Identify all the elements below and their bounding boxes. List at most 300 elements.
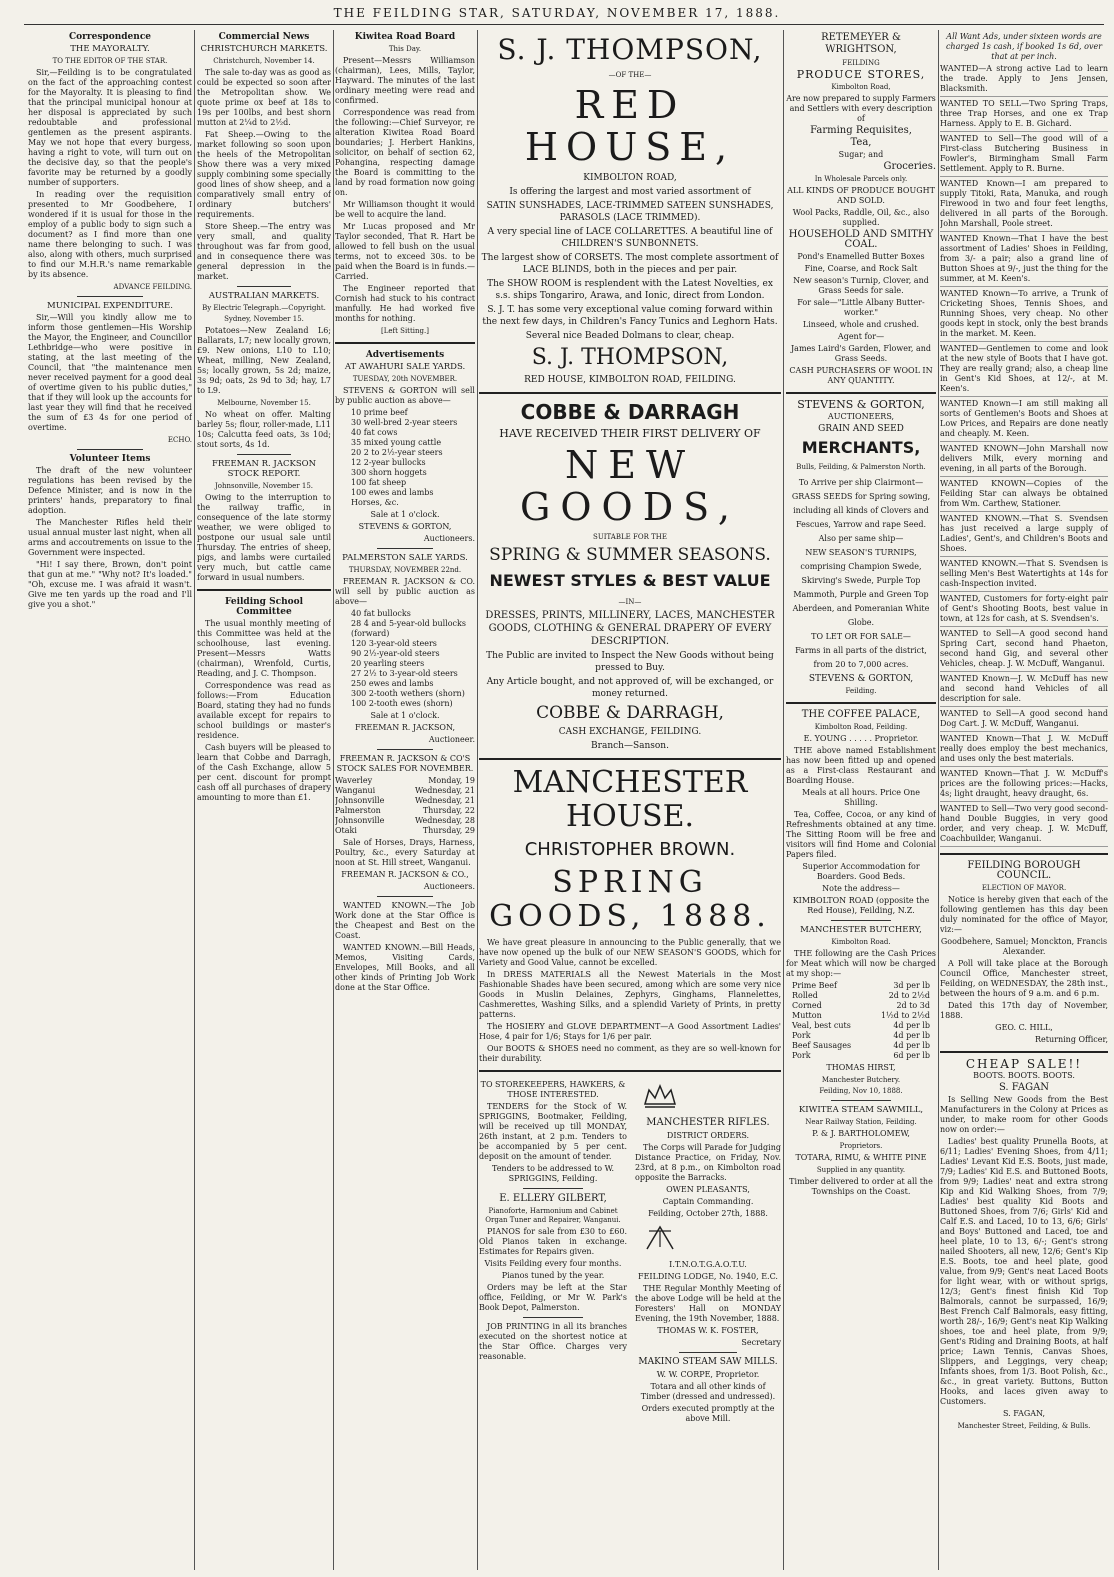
price-item: Rolled	[792, 991, 818, 1000]
dateline: Sydney, November 15.	[224, 315, 304, 323]
masthead: THE FEILDING STAR, SATURDAY, NOVEMBER 17, 1888.	[333, 6, 781, 20]
ad-subline: —IN—	[618, 598, 642, 606]
wanted-ad: WANTED Known—That J. W. McDuff really does employ the best mechanics, and uses only the best materials.	[940, 734, 1108, 767]
separator	[940, 1051, 1108, 1053]
stock-list	[351, 408, 475, 508]
ad-text: Tea,	[850, 137, 872, 148]
ad-subline: Near Railway Station, Feilding.	[805, 1118, 917, 1126]
separator	[197, 589, 331, 591]
column-display-ads	[479, 30, 781, 1570]
separator	[237, 286, 291, 287]
price-item: Corned	[792, 1001, 822, 1010]
column-rule	[477, 30, 478, 1570]
article-paragraph: The draft of the new volunteer regulations has been revised by the Defence Minister, and is now in the printers' hands, preparatory to final adoption.	[28, 466, 192, 515]
separator	[377, 548, 433, 549]
wanted-ad: WANTED KNOWN.—That S. Svendsen is selling Men's Best Watertights at 14s for cash-Inspection invited.	[940, 559, 1108, 592]
price-row	[786, 1041, 936, 1051]
ad-headline: MAKINO STEAM SAW MILLS.	[638, 1357, 778, 1367]
ad-text: New season's Turnip, Clover, and Grass Seeds for sale.	[793, 276, 929, 295]
fixture-place: Johnsonville	[335, 816, 385, 825]
ad-text: SATIN SUNSHADES, LACE-TRIMMED SATEEN SUNSHADES, PARASOLS (LACE TRIMMED).	[486, 201, 774, 223]
ad-text: Pond's Enamelled Butter Boxes	[797, 252, 925, 261]
ad-text: Tenders to be addressed to W. SPRIGGINS, Feilding.	[491, 1164, 615, 1183]
masonic-emblem-icon	[635, 1223, 685, 1253]
article-paragraph: Mr Williamson thought it would be well to acquire the land.	[335, 200, 475, 219]
ad-text: To Arrive per ship Clairmont—	[798, 478, 924, 487]
ad-text: PIANOS for sale from £30 to £60. Old Pianos taken in exchange. Estimates for Repairs given.	[479, 1227, 627, 1256]
separator	[77, 449, 143, 450]
ad-headline: COBBE & DARRAGH	[520, 400, 740, 424]
masthead-rule	[24, 24, 1104, 25]
ad-signature-sub: Auctioneers.	[423, 882, 475, 891]
article-title: CHRISTCHURCH MARKETS.	[200, 44, 328, 54]
ad-text: For sale—"Little Albany Butter-worker."	[797, 298, 925, 317]
wanted-ad: WANTED to Sell—The good will of a First-class Butchering Business in Fowler's, Birmingham Small Farm Settlement. Apply to R. Burne.	[940, 134, 1108, 177]
ads-right	[635, 1078, 781, 1426]
stock-item: 100 fat sheep	[351, 478, 407, 487]
notice-text: Notice is hereby given that each of the following gentlemen has this day been duly nominated for the office of Mayor, viz:—	[940, 895, 1108, 934]
notice-signature-sub: Returning Officer,	[1035, 1035, 1108, 1044]
stock-list	[351, 609, 475, 709]
ad-text: The SHOW ROOM is resplendent with the Latest Novelties, ex s.s. ships Tongariro, Arawa, and Ionic, direct from London.	[487, 279, 773, 301]
ad-subline: GRAIN AND SEED	[818, 424, 904, 434]
dateline: Johnsonville, November 15.	[214, 482, 314, 490]
article-title: AUSTRALIAN MARKETS.	[208, 291, 320, 301]
ad-text: Pianos tuned by the year.	[501, 1271, 605, 1280]
ad-headline: FEILDING LODGE, No. 1940, E.C.	[638, 1272, 778, 1281]
stock-item: 10 prime beef	[351, 408, 408, 417]
fixture-place: Otaki	[335, 826, 357, 835]
price-value: 4d per lb	[893, 1031, 930, 1040]
price-value: 2d to 3d	[896, 1001, 930, 1010]
price-value: 2d to 2½d	[888, 991, 930, 1000]
ad-text: KIMBOLTON ROAD (opposite the Red House), Feilding, N.Z.	[792, 896, 930, 915]
separator	[335, 342, 475, 344]
separator	[940, 853, 1108, 855]
wanted-ad: WANTED Known—That J. W. McDuff's prices are the following prices:—Hacks, 4s; light draught, heavy draught, 6s.	[940, 769, 1108, 802]
price-value: 3d per lb	[893, 981, 930, 990]
wanted-ad: WANTED Known—To arrive, a Trunk of Cricketing Shoes, Tennis Shoes, and Running Shoes, very cheap. No other goods kept in stock, only the best brands in the market. M. Keen.	[940, 289, 1108, 342]
ad-text: James Laird's Garden, Flower, and Grass Seeds.	[790, 344, 932, 363]
ad-subline: BOOTS. BOOTS. BOOTS.	[973, 1071, 1075, 1080]
price-item: Beef Sausages	[792, 1041, 852, 1050]
sale-venue: PALMERSTON SALE YARDS.	[342, 553, 468, 563]
ad-text: Timber delivered to order at all the Townships on the Coast.	[789, 1177, 933, 1196]
separator	[831, 1100, 891, 1101]
ad-text: Several nice Beaded Dolmans to clear, cheap.	[525, 331, 735, 341]
price-row	[786, 1031, 936, 1041]
salutation: TO THE EDITOR OF THE STAR.	[52, 57, 168, 65]
article-paragraph: Correspondence was read as follows:—From Education Board, stating they had no funds available except for repairs to school buildings or master's residence.	[197, 681, 331, 740]
separator	[479, 392, 781, 394]
column-rule	[783, 30, 784, 1570]
stock-item: 300 shorn hoggets	[351, 468, 427, 477]
ad-subline: Bulls, Feilding, & Palmerston North.	[796, 463, 926, 471]
sale-date: TUESDAY, 20th NOVEMBER.	[352, 375, 458, 383]
dateline: Melbourne, November 15.	[217, 399, 311, 407]
ad-text: DRESSES, PRINTS, MILLINERY, LACES, MANCHESTER GOODS, CLOTHING & GENERAL DRAPERY OF EVERY DESCRIPTION.	[485, 610, 775, 647]
column-merchants	[786, 30, 936, 1570]
ad-text: Ladies' best quality Prunella Boots, at 6/11; Ladies' Evening Shoes, from 4/11; Ladies' Levant Kid E.S. Boots, just made, 7/9; Ladies' Kid E.S. and Buttoned Boots, from 9/9; Ladies' neat and extra strong Kip and Kid Walking Shoes, from 7/9; Ladies' best quality Kid Boots and Buttoned Shoes, from 7/6; Girls' Kid and Calf E.S. and Laced, 10 to 13, 6/6; Girls' and Boys' Buttoned and Laced, toe and heel plate, 10 to 13, 6/-; Gent's strong nailed Shooters, all new, 12/6; Gent's Kip E.S. Boots, toe and heel plate, good value, from 9/9; Gent's neat Laced Boots for light wear, with or without sprigs, 12/3; Gent's finest finish Kid Top Balmorals, cannot be surpassed, 16/9; Best French Calf Balmorals, easy fitting, worth 28/-, 16/9; Gent's neat Kip Walking shoes, toe and heel plate, from 9/9; Gent's Riding and Draining Boots, at half price; Lawn Tennis, Canvas Shoes, Slippers, and Leggings, very cheap; Infants shoes, from 1/3. Boot Polish, &c., &c., in great variety. Buttons, Button Hooks, and laces given away to Customers.	[940, 1137, 1108, 1406]
wanted-ad: WANTED, Customers for forty-eight pair of Gent's Shooting Boots, best value in town, at 12s for cash, at S. Svendsen's.	[940, 594, 1108, 627]
column-kiwitea	[335, 30, 475, 1570]
ad-text: Orders may be left at the Star office, Feilding, or Mr W. Park's Book Depot, Palmerston.	[479, 1283, 627, 1312]
ad-text: TO LET OR FOR SALE—	[811, 632, 911, 641]
notice-text: Goodbehere, Samuel; Monckton, Francis Alexander.	[940, 937, 1108, 956]
section-heading: Feilding School Committee	[224, 597, 304, 617]
stock-item: 27 2½ to 3-year-old steers	[351, 669, 458, 678]
ad-text: Our BOOTS & SHOES need no comment, as they are so well-known for their durability.	[479, 1044, 781, 1063]
fixture-day: Wednesday, 21	[414, 786, 475, 795]
ad-rates: All Want Ads, under sixteen words are charged 1s cash, if booked 1s 6d, over that at per inch.	[945, 32, 1103, 61]
ad-text: Tea, Coffee, Cocoa, or any kind of Refreshments obtained at any time. The Sitting Room will be free and visitors will find Home and Colonial Papers filed.	[786, 810, 936, 859]
section-heading: Volunteer Items	[69, 454, 151, 464]
ad-text: Linseed, whole and crushed.	[802, 320, 920, 329]
ad-text: In Wholesale Parcels only.	[814, 175, 908, 183]
stock-item: 100 ewes and lambs	[351, 488, 434, 497]
sale-venue: AT AWAHURI SALE YARDS.	[344, 362, 466, 372]
ad-headline: CHEAP SALE!!	[965, 1057, 1083, 1071]
ad-text: GRASS SEEDS for Spring sowing, including all kinds of Clovers and Fescues, Yarrow and rape Seed.	[791, 492, 931, 529]
separator	[786, 392, 936, 394]
stock-item: 28 4 and 5-year-old bullocks (forward)	[351, 619, 466, 638]
ad-headline: SPRING & SUMMER SEASONS.	[489, 545, 771, 565]
notice-subline: ELECTION OF MAYOR.	[981, 884, 1067, 892]
fixture-place: Wanganui	[335, 786, 376, 795]
stock-item: 12 2-year bullocks	[351, 458, 426, 467]
ad-subline: CASH EXCHANGE, FEILDING.	[558, 727, 702, 737]
ad-signature: FREEMAN R. JACKSON,	[354, 723, 456, 732]
article-paragraph: Correspondence was read from the following:—Chief Surveyor, re alteration Kiwitea Road Board boundaries; J. Herbert Hankins, solicitor, on behalf of section 62, Pohangina, respecting damage the Board is committing to the land by road formation now going on.	[335, 108, 475, 197]
wanted-ad: WANTED to Sell—A good second hand Spring Cart, second hand Phaeton, second hand Gig, and several other Vehicles, cheap. J. W. McDuff, Wanganui.	[940, 629, 1108, 672]
ad-text: Totara and all other kinds of Timber (dressed and undressed).	[640, 1382, 776, 1401]
left-sitting: [Left Sitting.]	[381, 327, 429, 335]
price-row	[786, 981, 936, 991]
separator	[479, 1070, 781, 1072]
column-rule	[194, 30, 195, 1570]
column-commercial	[197, 30, 331, 1570]
stock-item: 30 well-bred 2-year steers	[351, 418, 458, 427]
ad-subline: SUITABLE FOR THE	[593, 533, 667, 541]
ad-subline: Kimbolton Road.	[831, 938, 891, 946]
dateline: This Day.	[388, 45, 422, 53]
ad-signature-sub: Manchester Street, Feilding, & Bulls.	[957, 1422, 1091, 1430]
fixture-row	[335, 826, 475, 836]
separator	[786, 702, 936, 704]
article-paragraph: The sale to-day was as good as could be expected so soon after the Metropolitan show. We quote prime ox beef at 18s to 19s per 100lbs, and best shorn mutton at 2¼d to 2½d.	[197, 68, 331, 127]
ad-text: The HOSIERY and GLOVE DEPARTMENT—A Good Assortment Ladies' Hose, 4 pair for 1/6; Stays for 1/6 per pair.	[479, 1022, 781, 1041]
ad-subline: AUCTIONEERS,	[827, 412, 895, 421]
stock-item: Horses, &c.	[351, 498, 399, 507]
notice-text: A Poll will take place at the Borough Council Office, Manchester street, Feilding, on WEDNESDAY, the 28th inst., between the hours of 9 a.m. and 6 p.m.	[940, 959, 1108, 998]
ad-text: TENDERS for the Stock of W. SPRIGGINS, Bootmaker, Feilding, will be received up till MONDAY, 26th instant, at 2 p.m. Tenders to be accompanied by 5 per cent. deposit on the amount of tender.	[479, 1102, 627, 1161]
article-paragraph: The usual monthly meeting of this Committee was held at the schoolhouse, last evening. Present—Messrs Watts (chairman), Wrenfold, Curtis, Reading, and J. C. Thompson.	[197, 619, 331, 678]
ad-text: WANTED KNOWN.—The Job Work done at the Star Office is the Cheapest and Best on the Coast.	[335, 901, 475, 940]
price-list	[786, 981, 936, 1061]
ad-headline: MERCHANTS,	[801, 438, 921, 457]
wanted-ad: WANTED to Sell—A good second hand Dog Cart. J. W. McDuff, Wanganui.	[940, 709, 1108, 732]
stock-item: 120 3-year-old steers	[351, 639, 437, 648]
column-rule	[333, 30, 334, 1570]
ad-text: FREEMAN R. JACKSON & CO. will sell by public auction as above—	[335, 577, 475, 606]
ad-subline: KIMBOLTON ROAD,	[583, 173, 677, 183]
stock-item: 90 2½-year-old steers	[351, 649, 440, 658]
ad-title: FREEMAN R. JACKSON & CO'S STOCK SALES FOR NOVEMBER.	[336, 754, 474, 773]
fixture-day: Wednesday, 21	[414, 796, 475, 805]
ad-text: Sale of Horses, Drays, Harness, Poultry, &c., every Saturday at noon at St. Hill street, Wanganui.	[335, 838, 475, 867]
fixture-row	[335, 776, 475, 786]
ad-subline: —OF THE—	[608, 71, 652, 79]
ad-text: Fine, Coarse, and Rock Salt	[804, 264, 918, 273]
ad-signature-sub: Secretary	[741, 1338, 781, 1347]
ad-text: The Public are invited to Inspect the New Goods without being pressed to Buy.	[486, 651, 774, 673]
article-title: MUNICIPAL EXPENDITURE.	[47, 301, 173, 311]
ad-text: Are now prepared to supply Farmers and Settlers with every description of	[786, 94, 936, 123]
fixture-day: Thursday, 29	[422, 826, 475, 835]
ad-signature-sub: Captain Commanding.	[662, 1197, 754, 1206]
price-value: 6d per lb	[893, 1051, 930, 1060]
stock-item: 20 2 to 2½-year steers	[351, 448, 443, 457]
ad-text: WANTED KNOWN.—Bill Heads, Memos, Visiting Cards, Envelopes, Mill Books, and all other kinds of Printing Job Work done at the Star Office.	[335, 943, 475, 992]
ad-headline: STEVENS & GORTON,	[797, 398, 925, 411]
article-paragraph: Owing to the interruption to the railway traffic, in consequence of the late stormy weather, we were obliged to postpone our usual sale until Thursday. The entries of sheep, pigs, and lambs were curtailed very much, but cattle came forward in usual numbers.	[197, 493, 331, 582]
wanted-ad: WANTED Known—I am prepared to supply Titoki, Rata, Manuka, and rough Firewood in two and four feet lengths, delivered in all parts of the Borough. John Marshall, Poole street.	[940, 179, 1108, 232]
ad-text: Wool Packs, Raddle, Oil, &c., also supplied.	[792, 208, 930, 227]
price-value: 4d per lb	[893, 1041, 930, 1050]
fixture-row	[335, 816, 475, 826]
fixture-day: Monday, 19	[428, 776, 475, 785]
article-paragraph: The Engineer reported that Cornish had stuck to his contract manfully. He had worked five months for nothing.	[335, 284, 475, 323]
ad-subline: FEILDING	[842, 59, 880, 67]
ad-signature: P. & J. BARTHOLOMEW,	[812, 1129, 910, 1138]
article-paragraph: No wheat on offer. Malting barley 5s; flour, roller-made, L11 10s; Calcutta feed oats, 3s 10d; stout sorts, 4s 1d.	[197, 410, 331, 449]
article-paragraph: Fat Sheep.—Owing to the market following so soon upon the heels of the Metropolitan Show there was a very mixed supply combining some specially good lines of show sheep, and a comparatively small entry of ordinary butchers' requirements.	[197, 130, 331, 219]
article-paragraph: Cash buyers will be pleased to learn that Cobbe and Darragh, of the Cash Exchange, allow 5 per cent. discount for prompt cash off all purchases of drapery amounting to more than £1.	[197, 743, 331, 802]
article-paragraph: Present—Messrs Williamson (chairman), Lees, Mills, Taylor, Hayward. The minutes of the last ordinary meeting were read and confirmed.	[335, 56, 475, 105]
ad-headline: E. ELLERY GILBERT,	[499, 1193, 607, 1204]
ad-signature-sub: Auctioneers.	[423, 534, 475, 543]
dateline: Christchurch, November 14.	[213, 57, 315, 65]
ad-subline: Branch—Sanson.	[591, 741, 669, 751]
ad-text: S. J. T. has some very exceptional value coming forward within the next few days, in Children's Fancy Tunics and Leghorn Hats.	[482, 305, 778, 327]
ad-text: THE following are the Cash Prices for Meat which will now be charged at my shop:—	[786, 949, 936, 978]
wanted-ad: WANTED Known—J. W. McDuff has new and second hand Vehicles of all description for sale.	[940, 674, 1108, 707]
ad-headline: S. J. THOMPSON,	[531, 345, 729, 370]
ad-headline: COBBE & DARRAGH,	[536, 703, 724, 723]
ad-headline: SPRING GOODS, 1888.	[489, 865, 771, 934]
ad-text: We have great pleasure in announcing to the Public generally, that we have now opened up the bulk of our NEW SEASON'S GOODS, which for Variety and Good Value, cannot be excelled.	[479, 938, 781, 967]
ad-text: Groceries.	[883, 161, 936, 172]
article-paragraph: "Hi! I say there, Brown, don't point that gun at me." "Why not? It's loaded." "Oh, excuse me. I was afraid it wasn't. Give me ten yards up the road and I'll give you a shot."	[28, 560, 192, 609]
fixture-row	[335, 806, 475, 816]
ad-subline: DISTRICT ORDERS.	[666, 1131, 750, 1140]
ad-text: Note the address—	[822, 884, 900, 893]
ad-headline: NEW GOODS,	[520, 443, 740, 529]
price-value: 1½d to 2½d	[880, 1011, 930, 1020]
ad-text: TOTARA, RIMU, & WHITE PINE	[795, 1153, 927, 1162]
wanted-ad: WANTED KNOWN.—That S. Svendsen has just received a large supply of Ladies', Gent's, and Children's Boots and Shoes.	[940, 514, 1108, 557]
ad-date: Feilding, Nov 10, 1888.	[819, 1087, 903, 1095]
ad-text: Superior Accommodation for Boarders. Good Beds.	[802, 862, 920, 881]
ad-text: The Corps will Parade for Judging Distance Practice, on Friday, Nov. 23rd, at 8 p.m., on Kimbolton road opposite the Barracks.	[635, 1143, 781, 1182]
ad-signature-sub: Auctioneer.	[428, 735, 475, 744]
article-paragraph: The Manchester Rifles held their usual annual muster last night, when all arms and accoutrements on issue to the Government were inspected.	[28, 518, 192, 557]
price-row	[786, 1051, 936, 1061]
separator	[679, 1352, 737, 1353]
price-item: Prime Beef	[792, 981, 837, 990]
ad-signature: STEVENS & GORTON,	[358, 522, 452, 531]
wanted-ads	[940, 64, 1108, 847]
ad-text: Supplied in any quantity.	[816, 1166, 906, 1174]
separator	[77, 296, 143, 297]
section-heading: Commercial News	[218, 32, 310, 42]
ad-headline: PRODUCE STORES,	[796, 68, 926, 81]
ad-text: NEW SEASON'S TURNIPS, comprising Champion Swede, Skirving's Swede, Purple Top Mammoth, Purple and Green Top Aberdeen, and Pomeranian White Globe.	[792, 548, 930, 627]
ad-title: TO STOREKEEPERS, HAWKERS, & THOSE INTERESTED.	[480, 1080, 626, 1099]
ad-signature-sub: Feilding.	[845, 687, 877, 695]
article-paragraph: Sir,—Feilding is to be congratulated on the fact of the approaching contest for the Mayoralty. It is pleasing to find that the principal municipal honour at her disposal is appreciated by such redoubtable and professional gentlemen as the present aspirants. May we not hope that every burgess, having a right to vote, will turn out on the decisive day, so that the people's favorite may be returned by a goodly number of supporters.	[28, 68, 192, 187]
ad-headline: KIWITEA STEAM SAWMILL,	[798, 1105, 924, 1115]
signature: ADVANCE FEILDING.	[113, 283, 192, 291]
article-paragraph: Store Sheep.—The entry was very small, and quality throughout was far from good, and in consequence there was general depression in the market.	[197, 222, 331, 281]
fixture-day: Wednesday, 28	[414, 816, 475, 825]
sale-time: Sale at 1 o'clock.	[370, 711, 440, 720]
ad-text: STEVENS & GORTON will sell by public auction as above—	[335, 386, 475, 405]
ad-headline: THE COFFEE PALACE,	[801, 709, 921, 720]
ad-text: THE above named Establishment has now been fitted up and opened as a First-class Restaurant and Boarding House.	[786, 746, 936, 785]
price-item: Pork	[792, 1031, 811, 1040]
lower-ads	[479, 1078, 781, 1426]
price-item: Pork	[792, 1051, 811, 1060]
ad-signature-sub: Proprietors.	[839, 1142, 883, 1150]
ad-text: Any Article bought, and not approved of, will be exchanged, or money returned.	[486, 677, 774, 699]
crown-emblem-icon	[635, 1080, 685, 1110]
article-paragraph: Potatoes—New Zealand L6; Ballarats, L7; new locally grown, £9. New onions, L10 to L10; Wheat, milling, New Zealand, 5s; locally grown, 5s 2d; maize, 3s 9d; oats, 2s 9d to 3d; hay, L7 to L9.	[197, 326, 331, 395]
wanted-ad: WANTED—A strong active Lad to learn the trade. Apply to Jens Jensen, Blacksmith.	[940, 64, 1108, 97]
stock-item: 35 mixed young cattle	[351, 438, 442, 447]
fixture-place: Palmerston	[335, 806, 381, 815]
wanted-ad: WANTED TO SELL—Two Spring Traps, three Trap Horses, and one ex Trap Harness. Apply to E. B. Gichard.	[940, 99, 1108, 132]
separator	[479, 758, 781, 760]
wanted-ad: WANTED KNOWN—Copies of the Feilding Star can always be obtained from Wm. Carthew, Stationer.	[940, 479, 1108, 512]
stock-item: 40 fat cows	[351, 428, 398, 437]
ad-text: Sugar; and	[838, 150, 884, 159]
ad-text: Farming Requisites,	[810, 125, 912, 136]
article-paragraph: Mr Lucas proposed and Mr Taylor seconded, That R. Hart be allowed to fell bush on the usual terms, not to exceed 30s. to be paid when the Board is in funds.—Carried.	[335, 222, 475, 281]
section-heading: Kiwitea Road Board	[354, 32, 456, 42]
notice-signature: GEO. C. HILL,	[995, 1023, 1053, 1032]
article-title: THE MAYORALTY.	[70, 44, 150, 54]
ad-date: Feilding, October 27th, 1888.	[648, 1209, 768, 1218]
ad-text: Visits Feilding every four months.	[484, 1259, 622, 1268]
ad-subline: HAVE RECEIVED THEIR FIRST DELIVERY OF	[499, 427, 761, 440]
ad-headline: S. J. THOMPSON,	[497, 33, 763, 66]
signature: ECHO.	[167, 436, 192, 444]
ad-text: Is offering the largest and most varied assortment of	[509, 187, 751, 197]
ad-headline: MANCHESTER RIFLES.	[646, 1117, 770, 1128]
ad-text: Meals at all hours. Price One Shilling.	[802, 788, 920, 807]
article-title: FREEMAN R. JACKSON STOCK REPORT.	[211, 459, 317, 479]
ad-text: Orders executed promptly at the above Mill.	[641, 1404, 775, 1423]
ad-subline: RED HOUSE, KIMBOLTON ROAD, FEILDING.	[524, 375, 736, 385]
fixture-row	[335, 786, 475, 796]
ad-text: JOB PRINTING in all its branches executed on the shortest notice at the Star Office. Charges very reasonable.	[479, 1322, 627, 1361]
fixture-place: Waverley	[335, 776, 373, 785]
stock-item: 300 2-tooth wethers (shorn)	[351, 689, 465, 698]
column-correspondence	[28, 30, 192, 1570]
ad-signature: OWEN PLEASANTS,	[666, 1185, 750, 1194]
ad-signature: THOMAS W. K. FOSTER,	[657, 1326, 759, 1335]
ad-text: THE Regular Monthly Meeting of the above Lodge will be held at the Foresters' Hall on MONDAY Evening, the 19th November, 1888.	[635, 1284, 781, 1323]
stock-item: 250 ewes and lambs	[351, 679, 434, 688]
ads-left	[479, 1078, 627, 1426]
price-row	[786, 991, 936, 1001]
separator	[523, 1188, 582, 1189]
stock-item: 20 yearling steers	[351, 659, 425, 668]
ad-signature-sub: Manchester Butchery.	[821, 1076, 901, 1084]
stock-item: 100 2-tooth ewes (shorn)	[351, 699, 453, 708]
ad-text: ALL KINDS OF PRODUCE BOUGHT AND SOLD.	[787, 186, 935, 205]
column-rule	[938, 30, 939, 1570]
price-row	[786, 1011, 936, 1021]
price-row	[786, 1021, 936, 1031]
ad-headline: MANCHESTER BUTCHERY,	[800, 925, 922, 935]
notice-headline: FEILDING BOROUGH COUNCIL.	[967, 860, 1081, 881]
price-row	[786, 1001, 936, 1011]
ad-text: In DRESS MATERIALS all the Newest Materials in the Most Fashionable Shades have been secured, among which are some very nice Goods in Muslin Delaines, Zephyrs, Ginghams, Flannelettes, Cashmerettes, Washing Silks, and a splendid Variety of Prints, in pretty patterns.	[479, 970, 781, 1019]
ad-subline: E. YOUNG . . . . . Proprietor.	[803, 734, 919, 743]
lodge-code: I.T.N.O.T.G.A.O.T.U.	[669, 1260, 747, 1269]
ad-text: HOUSEHOLD AND SMITHY COAL.	[788, 229, 934, 250]
wanted-ad: WANTED Known—I am still making all sorts of Gentlemen's Boots and Shoes at Low Prices, and Repairs are done neatly and cheaply. M. Keen.	[940, 399, 1108, 442]
separator	[377, 749, 433, 750]
ad-headline: S. FAGAN	[998, 1082, 1050, 1093]
byline: By Electric Telegraph.—Copyright.	[202, 304, 326, 312]
separator	[523, 1317, 582, 1318]
price-item: Veal, best cuts	[792, 1021, 851, 1030]
section-heading: Advertisements	[365, 350, 445, 360]
fixtures-table	[335, 776, 475, 836]
sale-date: THURSDAY, NOVEMBER 22nd.	[348, 566, 462, 574]
notice-text: Dated this 17th day of November, 1888.	[940, 1001, 1108, 1020]
wanted-ad: WANTED KNOWN—John Marshall now delivers Milk, every morning and evening, in all parts of the Borough.	[940, 444, 1108, 477]
fixture-place: Johnsonville	[335, 796, 385, 805]
article-paragraph: In reading over the requisition presented to Mr Goodbehere, I wondered if it is usual for those in the employ of a public body to sign such a document? as I find more than one name there belonging to such. I was also, along with others, much surprised to find our M.H.R.'s name remarkable by its absence.	[28, 190, 192, 279]
ad-text: Also per same ship—	[818, 534, 904, 543]
separator	[831, 920, 891, 921]
column-wanted	[940, 30, 1108, 1570]
ad-headline: RETEMEYER & WRIGHTSON,	[821, 32, 901, 55]
ad-subline: Pianoforte, Harmonium and Cabinet Organ Tuner and Repairer, Wanganui.	[485, 1207, 621, 1224]
article-paragraph: Sir,—Will you kindly allow me to inform those gentlemen—His Worship the Mayor, the Engineer, and Councillor Lethbridge—who were positive in stating, at the last meeting of the Council, that "the maintenance men never received payment for a good deal of overtime given to his public duties," that if they will look up the accounts for last year they will find that he received the sum of £3 4s for one period of overtime.	[28, 313, 192, 432]
price-value: 4d per lb	[893, 1021, 930, 1030]
ad-headline: NEWEST STYLES & BEST VALUE	[489, 571, 771, 590]
wanted-ad: WANTED to Sell—Two very good second-hand Double Buggies, in very good order, and very cheap. J. W. McDuff, Coachbuilder, Wanganui.	[940, 804, 1108, 847]
stock-item: 40 fat bullocks	[351, 609, 411, 618]
ad-text: A very special line of LACE COLLARETTES. A beautiful line of CHILDREN'S SUNBONNETS.	[487, 227, 773, 249]
separator	[237, 454, 291, 455]
ad-text: The largest show of CORSETS. The most complete assortment of LACE BLINDS, both in the pieces and per pair.	[481, 253, 779, 275]
ad-text: Farms in all parts of the district, from 20 to 7,000 acres.	[795, 646, 927, 669]
separator	[377, 896, 433, 897]
ad-text: CASH PURCHASERS OF WOOL IN ANY QUANTITY.	[789, 366, 933, 385]
ad-headline: CHRISTOPHER BROWN.	[524, 839, 736, 860]
ad-text: Agent for—	[837, 332, 885, 341]
ad-subline: W. W. CORPE, Proprietor.	[656, 1370, 760, 1379]
wanted-ad: WANTED—Gentlemen to come and look at the new style of Boots that I have got. They are really grand; also, a cheap line in Gent's Kid Shoes, at 12/-, at M. Keen's.	[940, 344, 1108, 397]
ad-signature: S. FAGAN,	[1002, 1409, 1046, 1418]
section-heading: Correspondence	[68, 32, 152, 42]
